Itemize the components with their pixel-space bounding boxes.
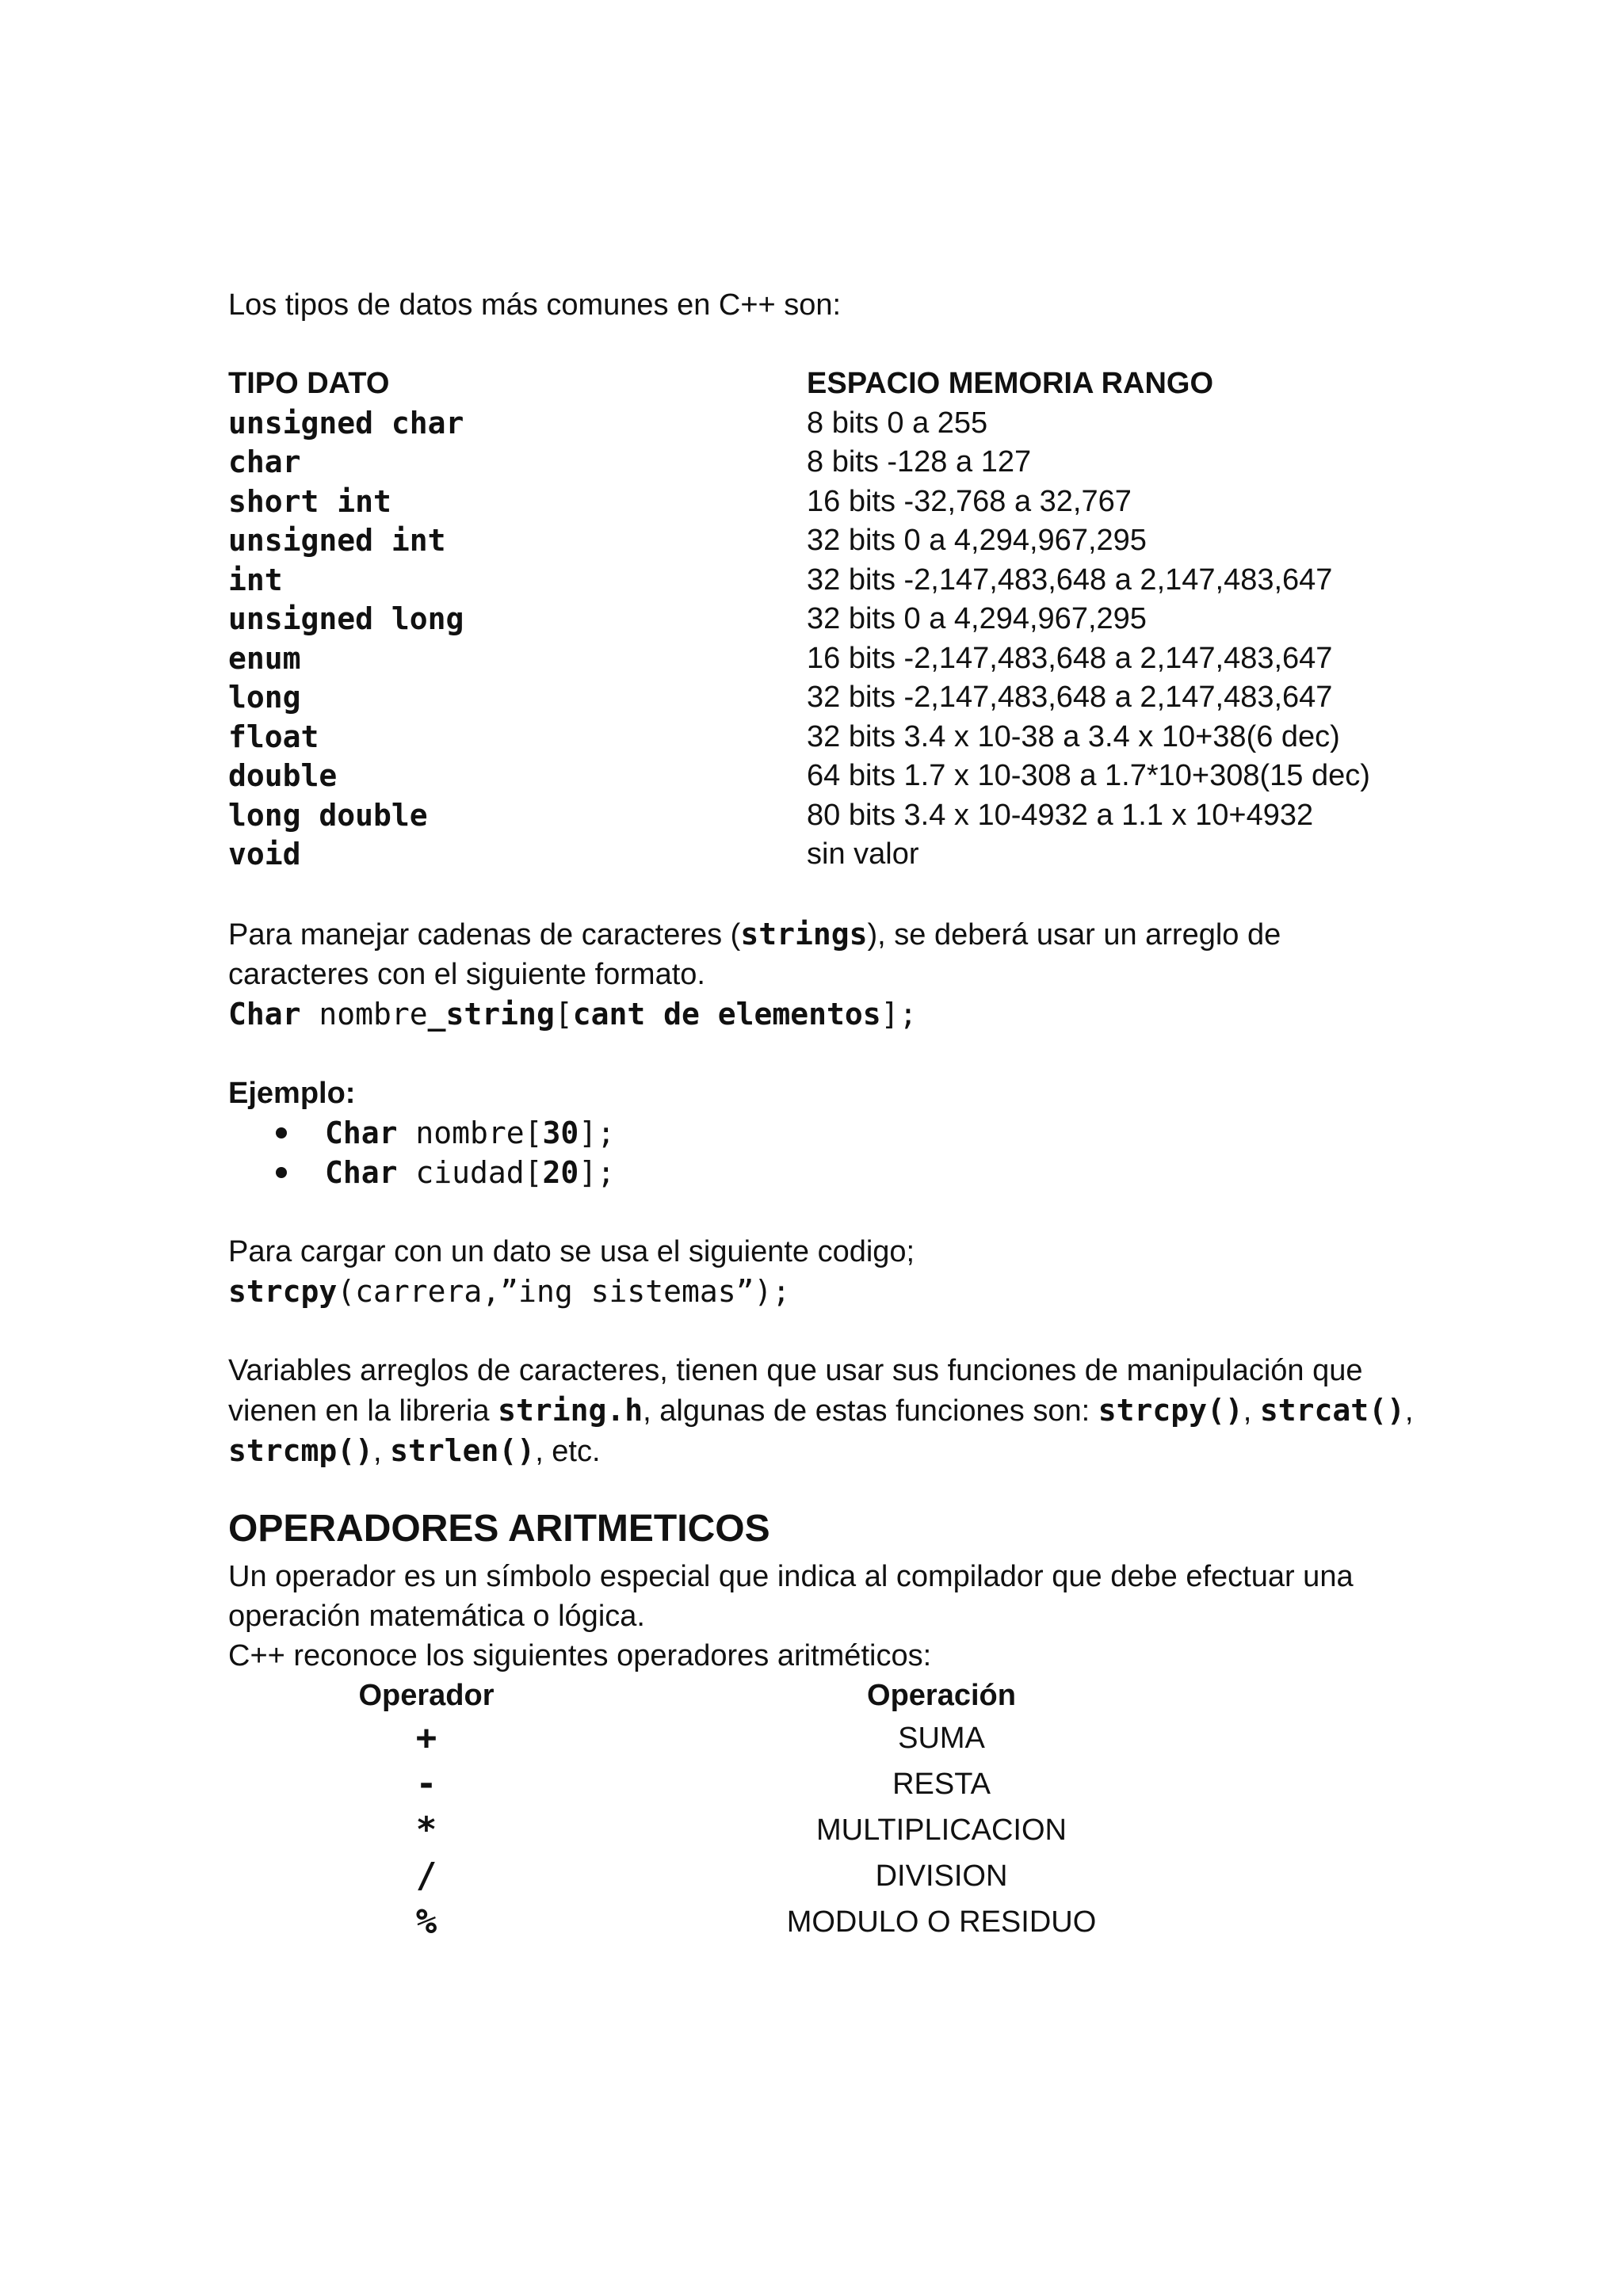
type-name: unsigned char — [228, 405, 464, 441]
type-name: char — [228, 444, 301, 479]
load-code-line — [228, 1272, 1417, 1311]
operators-table — [228, 1676, 1417, 1945]
type-range: 16 bits -2,147,483,648 a 2,147,483,647 — [807, 641, 1333, 675]
table-row — [228, 1761, 1417, 1807]
functions-text-1: Variables arreglos de caracteres, tienen que usar sus funciones de manipulación que vienen en la libreria — [228, 1353, 1363, 1428]
header-operator: Operador — [358, 1678, 495, 1712]
format-code-line — [228, 994, 1417, 1034]
type-range: 32 bits -2,147,483,648 a 2,147,483,647 — [807, 563, 1333, 597]
type-name: long double — [228, 797, 428, 833]
table-row — [228, 1899, 1417, 1945]
strings-text-2: ), se deberá usar un arreglo de caracteres con el siguiente formato. — [228, 917, 1281, 991]
intro-text: Los tipos de datos más comunes en C++ son: — [228, 288, 842, 322]
list-item — [228, 1113, 1417, 1153]
library-name: string.h — [498, 1392, 643, 1428]
operators-paragraph: Un operador es un símbolo especial que indica al compilador que debe efectuar una operación matemática o lógica. — [228, 1559, 1354, 1633]
code-name-suffix: _string — [427, 996, 555, 1032]
type-range: 64 bits 1.7 x 10-308 a 1.7*10+308(15 dec) — [807, 759, 1370, 792]
example-name: ciudad[ — [397, 1154, 543, 1190]
example-keyword: Char — [325, 1115, 398, 1150]
strings-keyword: strings — [740, 916, 868, 952]
table-row — [228, 678, 1417, 718]
code-close: ]; — [880, 996, 918, 1032]
list-item — [228, 1153, 1417, 1192]
separator: , — [1404, 1394, 1414, 1428]
table-row — [228, 521, 1417, 561]
type-name: unsigned int — [228, 523, 446, 558]
type-name: enum — [228, 640, 301, 676]
operation-name: RESTA — [892, 1767, 991, 1801]
load-code-args: (carrera,”ing sistemas”); — [337, 1273, 791, 1309]
header-memory-range: ESPACIO MEMORIA RANGO — [807, 367, 1214, 400]
type-range: 8 bits 0 a 255 — [807, 406, 988, 440]
operator-symbol: % — [415, 1901, 437, 1942]
type-range: 16 bits -32,768 a 32,767 — [807, 484, 1132, 518]
operation-name: MODULO O RESIDUO — [786, 1905, 1097, 1939]
example-close: ]; — [579, 1154, 616, 1190]
document-page — [228, 285, 1417, 1945]
type-range: 8 bits -128 a 127 — [807, 445, 1032, 479]
type-range: 80 bits 3.4 x 10-4932 a 1.1 x 10+4932 — [807, 798, 1314, 832]
operators-intro: C++ reconoce los siguientes operadores aritméticos: — [228, 1638, 932, 1672]
functions-text-2: , algunas de estas funciones son: — [643, 1394, 1098, 1428]
example-keyword: Char — [325, 1154, 398, 1190]
code-name: nombre — [300, 996, 428, 1032]
type-name: short int — [228, 483, 391, 519]
operator-symbol: * — [415, 1809, 437, 1850]
type-name: unsigned long — [228, 601, 464, 636]
header-operation: Operación — [867, 1678, 1016, 1712]
header-type: TIPO DATO — [228, 367, 390, 400]
functions-end: , etc. — [535, 1434, 601, 1468]
table-row — [228, 1807, 1417, 1853]
function-name: strcpy() — [1098, 1392, 1243, 1428]
code-keyword: Char — [228, 996, 301, 1032]
example-label: Ejemplo: — [228, 1076, 356, 1110]
table-row — [228, 835, 1417, 875]
operation-name: DIVISION — [875, 1859, 1008, 1893]
function-name: strcmp() — [228, 1432, 374, 1468]
example-list — [228, 1113, 1417, 1192]
bullet-icon — [276, 1127, 287, 1138]
type-range: sin valor — [807, 837, 919, 871]
strings-paragraph — [228, 914, 1417, 994]
separator: , — [373, 1434, 391, 1468]
table-row — [228, 796, 1417, 836]
function-name: strlen() — [390, 1432, 536, 1468]
load-code-function: strcpy — [228, 1273, 338, 1309]
type-range: 32 bits -2,147,483,648 a 2,147,483,647 — [807, 681, 1333, 714]
example-size: 20 — [542, 1154, 579, 1190]
type-range: 32 bits 0 a 4,294,967,295 — [807, 524, 1147, 557]
bullet-icon — [276, 1167, 287, 1178]
operation-name: SUMA — [898, 1721, 985, 1755]
example-name: nombre[ — [397, 1115, 543, 1150]
type-name: double — [228, 758, 338, 793]
table-row — [228, 561, 1417, 601]
load-paragraph: Para cargar con un dato se usa el siguiente codigo; — [228, 1234, 915, 1268]
table-row — [228, 718, 1417, 757]
operator-symbol: - — [415, 1763, 437, 1804]
code-size: cant de elementos — [572, 996, 881, 1032]
operator-symbol: + — [415, 1717, 437, 1758]
table-row — [228, 639, 1417, 679]
example-size: 30 — [542, 1115, 579, 1150]
table-row — [228, 443, 1417, 482]
separator: , — [1243, 1394, 1260, 1428]
strings-text-1: Para manejar cadenas de caracteres ( — [228, 917, 741, 952]
type-name: long — [228, 680, 301, 715]
type-name: int — [228, 562, 283, 597]
example-close: ]; — [579, 1115, 616, 1150]
data-types-table — [228, 364, 1417, 875]
table-row — [228, 404, 1417, 444]
table-row — [228, 600, 1417, 639]
function-name: strcat() — [1259, 1392, 1405, 1428]
type-name: void — [228, 837, 301, 871]
type-range: 32 bits 0 a 4,294,967,295 — [807, 602, 1147, 635]
table-header-row — [228, 364, 1417, 404]
table-row — [228, 757, 1417, 796]
code-open-bracket: [ — [554, 996, 573, 1032]
operation-name: MULTIPLICACION — [815, 1813, 1067, 1847]
type-name: float — [228, 719, 319, 754]
table-header-row — [228, 1676, 1417, 1715]
table-row — [228, 482, 1417, 522]
operator-symbol: / — [415, 1855, 437, 1896]
functions-paragraph — [228, 1351, 1417, 1471]
section-heading: OPERADORES ARITMETICOS — [228, 1507, 770, 1550]
table-row — [228, 1853, 1417, 1899]
table-row — [228, 1715, 1417, 1761]
type-range: 32 bits 3.4 x 10-38 a 3.4 x 10+38(6 dec) — [807, 719, 1340, 753]
